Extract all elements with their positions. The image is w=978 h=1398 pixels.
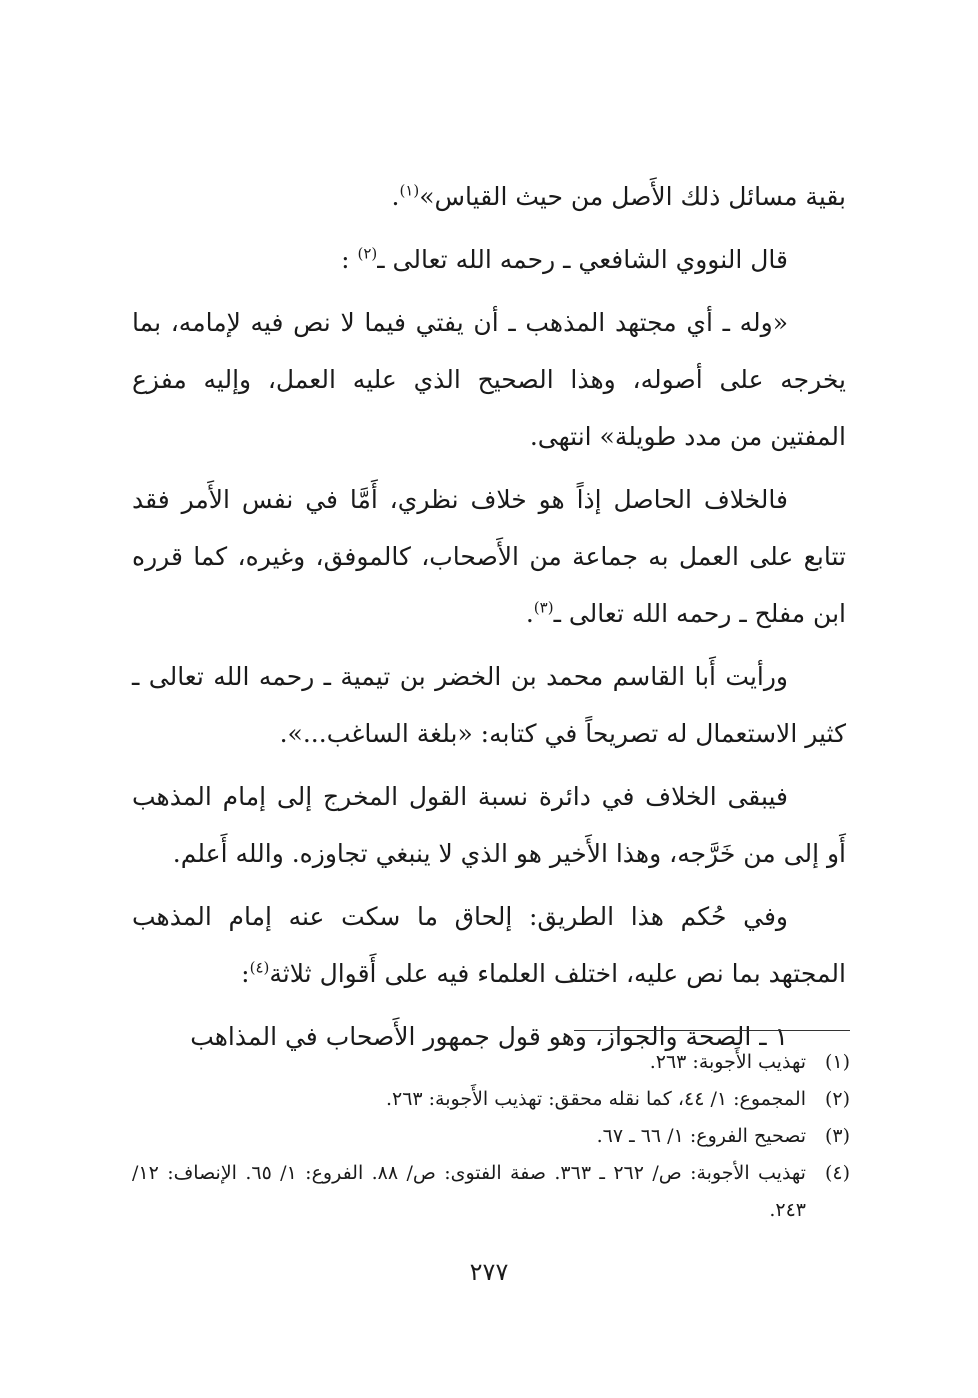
footnote <box>132 1081 850 1118</box>
footnote <box>132 1118 850 1155</box>
footnote-text: تصحيح الفروع: ١/ ٦٦ ـ ٦٧. <box>596 1125 806 1147</box>
footnote-number: (١) <box>824 1051 850 1073</box>
footnote <box>132 1155 850 1229</box>
paragraph <box>132 648 846 762</box>
paragraph <box>132 231 846 288</box>
footnotes <box>132 1044 850 1229</box>
paragraph <box>132 168 846 225</box>
paragraph-text: ١ ـ الصحة والجواز، وهو قول جمهور الأَصحاب في المذاهب <box>190 1022 788 1051</box>
paragraph-text: . <box>391 182 400 211</box>
paragraph <box>132 888 846 1002</box>
footnote-separator <box>574 1030 850 1031</box>
footnote <box>132 1044 850 1081</box>
footnote-reference: (٣) <box>533 598 554 617</box>
paragraph-text: قال النووي الشافعي ـ رحمه الله تعالى ـ <box>377 245 788 274</box>
paragraph-text: . <box>525 599 534 628</box>
paragraph-text: ورأيت أَبا القاسم محمد بن الخضر بن تيمية ـ رحمه الله تعالى ـ كثير الاستعمال له تصريحاً في كتابه: «بلغة الساغب...». <box>132 662 846 748</box>
paragraph <box>132 294 846 465</box>
paragraph-text: : <box>241 959 250 988</box>
footnote-text: تهذيب الأَجوبة: ٢٦٣. <box>649 1051 806 1073</box>
paragraph-text: وفي حُكم هذا الطريق: إلحاق ما سكت عنه إمام المذهب المجتهد بما نص عليه، اختلف العلماء فيه على أَقوال ثلاثة <box>132 902 846 988</box>
paragraph-text: «وله ـ أي مجتهد المذهب ـ أن يفتي فيما لا نص فيه لإمامه، بما يخرجه على أصوله، وهذا الصحيح الذي عليه العمل، وإليه مفزع المفتين من مدد طويلة» انتهى. <box>132 308 846 451</box>
footnote-reference: (٤) <box>249 958 270 977</box>
footnote-number: (٤) <box>824 1162 850 1184</box>
footnote-text: تهذيب الأجوبة: ص/ ٢٦٢ ـ ٣٦٣. صفة الفتوى: ص/ ٨٨. الفروع: ١/ ٦٥. الإنصاف: ١٢/ ٢٤٣. <box>132 1162 806 1221</box>
page-number: ٢٧٧ <box>469 1258 509 1286</box>
footnote-number: (٣) <box>824 1125 850 1147</box>
paragraph-text: فالخلاف الحاصل إذاً هو خلاف نظري، أَمَّا في نفس الأَمر فقد تتابع على العمل به جماعة من الأَصحاب، كالموفق، وغيره، كما قرره ابن مفلح ـ رحمه الله تعالى ـ <box>132 485 846 628</box>
main-text <box>132 168 846 1065</box>
paragraph-text: : <box>341 245 358 274</box>
footnote-reference: (٢) <box>357 244 378 263</box>
footnote-reference: (١) <box>399 181 420 200</box>
paragraph <box>132 471 846 642</box>
paragraph-text: فيبقى الخلاف في دائرة نسبة القول المخرج إلى إمام المذهب أَو إلى من خَرَّجه، وهذا الأَخير هو الذي لا ينبغي تجاوزه. والله أَعلم. <box>132 782 846 868</box>
footnote-text: المجموع: ١/ ٤٤، كما نقله محقق: تهذيب الأَجوبة: ٢٦٣. <box>385 1088 806 1110</box>
paragraph <box>132 768 846 882</box>
paragraph-text: بقية مسائل ذلك الأَصل من حيث القياس» <box>419 182 846 211</box>
footnote-number: (٢) <box>824 1088 850 1110</box>
